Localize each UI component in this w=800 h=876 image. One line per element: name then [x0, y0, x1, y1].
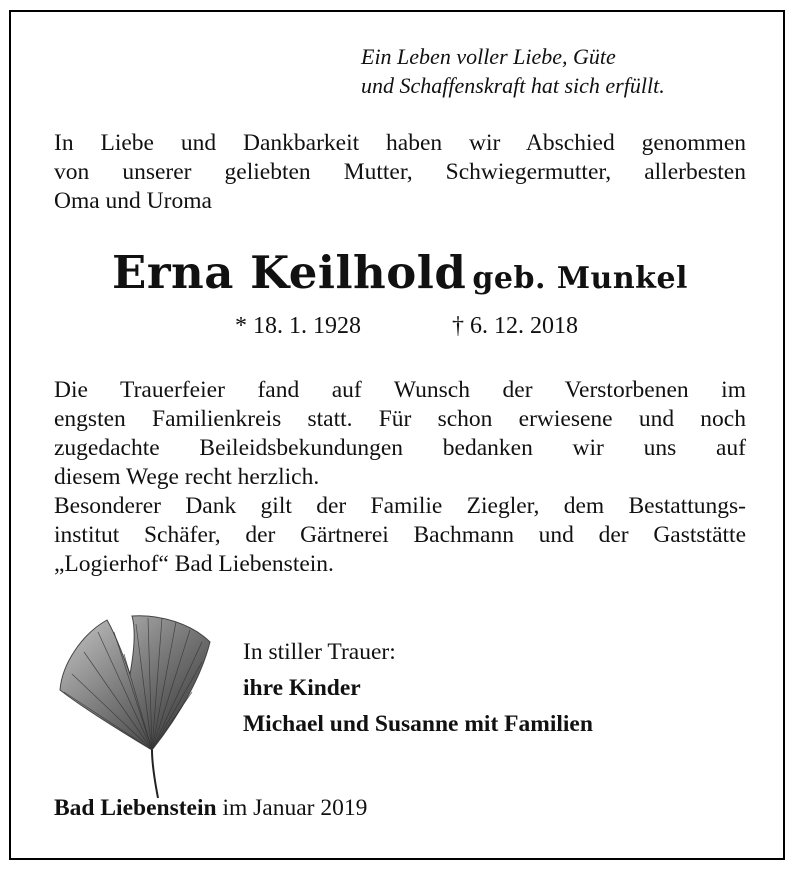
deceased-birth-name: geb. Munkel [472, 261, 688, 296]
message-text [54, 376, 746, 579]
deceased-name [0, 246, 800, 299]
signature-block [243, 634, 593, 742]
birth-date: * 18. 1. 1928 [235, 313, 361, 339]
signature-line-2: Michael und Susanne mit Familien [243, 711, 593, 737]
deceased-full-name: Erna Keilhold [112, 246, 467, 299]
motto-line-2: und Schaffenskraft hat sich erfüllt. [361, 73, 665, 98]
place-date [54, 795, 367, 822]
message-line-2: engsten Familienkreis statt. Für schon erwiesene und noch [54, 406, 746, 432]
notice-date: im Januar 2019 [222, 795, 368, 821]
message-line-3: zugedachte Beileidsbekundungen bedanken wir uns auf [54, 435, 746, 461]
message-line-7: „Logierhof“ Bad Liebenstein. [54, 551, 334, 577]
intro-line-1: In Liebe und Dankbarkeit haben wir Abschied genommen [54, 130, 746, 156]
intro-line-2: von unserer geliebten Mutter, Schwiegermutter, allerbesten [54, 159, 746, 185]
motto-line-1: Ein Leben voller Liebe, Güte [361, 44, 616, 69]
intro-text [54, 129, 746, 216]
message-line-5: Besonderer Dank gilt der Familie Ziegler, dem Bestattungs- [54, 493, 746, 519]
message-line-4: diesem Wege recht herzlich. [54, 464, 320, 490]
ginkgo-leaf-icon [52, 612, 214, 800]
signature-line-1: ihre Kinder [243, 675, 361, 701]
death-date: † 6. 12. 2018 [452, 313, 578, 339]
place-name: Bad Liebenstein [54, 795, 217, 821]
message-line-1: Die Trauerfeier fand auf Wunsch der Verstorbenen im [54, 377, 746, 403]
signature-heading: In stiller Trauer: [243, 639, 396, 665]
motto [361, 42, 665, 100]
intro-line-3: Oma und Uroma [54, 188, 212, 214]
message-line-6: institut Schäfer, der Gärtnerei Bachmann und der Gaststätte [54, 522, 746, 548]
